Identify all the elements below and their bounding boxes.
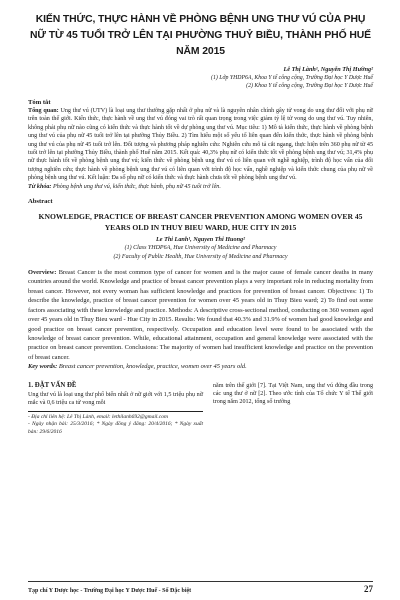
vietnamese-affiliation-1: (1) Lớp YHDP6A, Khoa Y tế công cộng, Trường Đại học Y Dược Huế [211, 75, 373, 81]
english-keywords-label: Key words: [28, 363, 58, 371]
english-authors: Le Thi Lanh¹, Nguyen Thi Huong² [156, 236, 245, 244]
vietnamese-abstract-heading: Tóm tắt [28, 99, 51, 106]
abstract-lead-label: Tổng quan: [28, 108, 59, 114]
vietnamese-keywords [28, 183, 373, 191]
vietnamese-abstract [28, 107, 373, 183]
section-heading-intro: 1. ĐẶT VẤN ĐỀ [28, 381, 77, 389]
right-column [213, 382, 373, 437]
english-abstract-body: Breast Cancer is the most common type of cancer for women and is the major cause of female cancer deaths in many countries around the world. Knowledge and practice of breast cancer prevention plays a very important role in reducing mortality from breast cancer. However, not every woman has sufficient knowledge and practices for prevention of breast cancer. Objectives: 1) To describe the knowledge, practice of breast cancer prevention for women over 45 years old in Thuy Bieu ward; 2) To find out some factors associating with these knowledge and practice. Methods: A descriptive cross-sectional method, conducting on 360 women aged over 45 years old in Thuy Bieu ward - Hue City in 2015. Results: We found that 40.3% and 31.9% of women had good knowledge and good practice on breast cancer prevention, respectively. Occupation and education level were found to be associated with the knowledge of breast cancer prevention. While, educational attainment, occupation and general knowledge were associated with the practice on breast cancer prevention. Conclusions: The majority of women had insufficient knowledge and practice on the prevention of breast cancer. [28, 269, 374, 361]
page-footer [28, 584, 373, 594]
left-column [28, 382, 203, 437]
keywords-label: Từ khóa: [28, 183, 52, 190]
english-keywords-text: Breast cancer prevention, knowledge, practice, women over 45 years old. [57, 363, 247, 371]
intro-left-text: Ung thư vú là loại ung thư phổ biến nhất ở nữ giới với 1,5 triệu phụ nữ mắc và 0,6 triệu ca tử vong mỗi [28, 391, 203, 407]
footnote [28, 411, 203, 437]
english-affiliation-1: (1) Class YHDP6A, Hue University of Medicine and Pharmacy [124, 245, 277, 252]
english-abstract-heading: Abstract [28, 198, 53, 206]
english-abstract [28, 268, 373, 362]
english-title: KNOWLEDGE, PRACTICE OF BREAST CANCER PREVENTION AMONG WOMEN OVER 45 YEARS OLD IN THUY BIEU WARD, HUE CITY IN 2015 [38, 212, 363, 232]
vietnamese-affiliation-2: (2) Khoa Y tế công cộng, Trường Đại học Y Dược Huế [246, 83, 373, 89]
overview-label: Overview: [28, 269, 57, 277]
english-affiliation-2: (2) Faculty of Public Health, Hue University of Medicine and Pharmacy [113, 254, 288, 261]
intro-right-text: năm trên thế giới [7]. Tại Việt Nam, ung thư vú đứng đầu trong các ung thư ở nữ [2]. Theo ước tính của Tổ chức Y tế Thế giới trong năm 2012, tổng số trường [213, 382, 373, 406]
footnote-dates: - Ngày nhận bài: 25/3/2016; * Ngày đồng ý đăng: 20/4/2016; * Ngày xuất bản: 29/6/2016 [28, 421, 203, 435]
journal-name: Tạp chí Y Dược học - Trường Đại học Y Dược Huế - Số Đặc biệt [28, 588, 192, 594]
body-columns [28, 382, 373, 437]
article-page [28, 12, 373, 436]
vietnamese-authors: Lê Thị Lành¹, Nguyễn Thị Hường² [283, 66, 373, 73]
vietnamese-title: KIẾN THỨC, THỰC HÀNH VỀ PHÒNG BỆNH UNG THƯ VÚ CỦA PHỤ NỮ TỪ 45 TUỔI TRỞ LÊN TẠI PHƯỜNG THUỶ BIỀU, THÀNH PHỐ HUẾ NĂM 2015 [30, 14, 371, 57]
footnote-contact: - Địa chỉ liên hệ: Lê Thị Lành, email: lethilanh692@gmail.com [28, 413, 168, 420]
keywords-text: Phòng bệnh ung thư vú, kiến thức, thực hành, phụ nữ 45 tuổi trở lên. [51, 183, 221, 190]
english-keywords [28, 362, 373, 371]
page-number: 27 [364, 584, 373, 594]
footer-rule [28, 581, 373, 582]
abstract-body-text: Ung thư vú (UTV) là loại ung thư thường gặp nhất ở phụ nữ và là nguyên nhân chính gây tử vong do ung thư đối với phụ nữ trên toàn thế giới. Kiến thức, thực hành về ung thư vú đóng vai trò rất quan trọng trong việc giảm tỷ lệ tử vong do ung thư vú. Tuy nhiên, không phải phụ nữ nào cũng có kiến thức và thực hành tốt về dự phòng ung thư vú. Mục tiêu: 1) Mô tả kiến thức, thực hành về phòng bệnh ung thư vú của phụ nữ 45 tuổi trở lên tại phường Thủy Biều. 2) Tìm hiểu một số yếu tố liên quan đến kiến thức, thực hành về phòng bệnh ung thư vú của phụ nữ 45 tuổi trở lên. Đối tượng và phương pháp nghiên cứu: Nghiên cứu mô tả cắt ngang, thực hiện trên 360 phụ nữ từ 45 tuổi trở lên tại phường Thủy Biều, thành phố Huế năm 2015. Kết quả: 40,3% phụ nữ có kiến thức tốt về phòng bệnh ung thư vú; 31,4% phụ nữ thực hành tốt về phòng bệnh ung thư vú; kiến thức về phòng bệnh ung thư vú có liên quan với nghề nghiệp, trình độ học vấn của đối tượng nghiên cứu; thực hành về phòng bệnh ung thư vú có liên quan với trình độ học vấn, nghề nghiệp và kiến thức chung của phụ nữ về phòng bệnh ung thư vú. Kết luận: Đa số phụ nữ có kiến thức và thực hành chưa tốt về phòng bệnh ung thư vú. [28, 108, 373, 182]
